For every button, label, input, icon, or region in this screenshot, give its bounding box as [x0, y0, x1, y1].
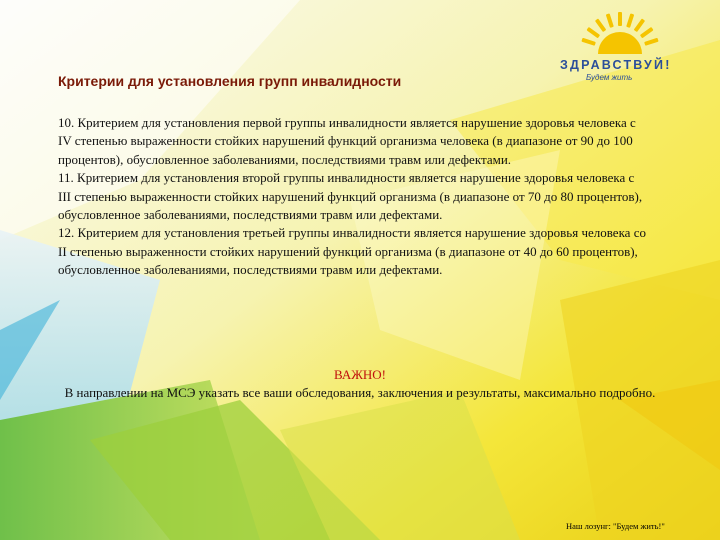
important-heading: ВАЖНО! — [334, 367, 386, 382]
footer-slogan: Наш лозунг: "Будем жить!" — [566, 521, 665, 531]
important-note — [50, 366, 670, 403]
criterion-group-1: 10. Критерием для установления первой группы инвалидности является нарушение здоровья человека с IV степенью выраженности стойких нарушений функций организма человека (в диапазоне от 90 до 100 процентов), обусловленное заболеваниями, последствиями травм или дефектами. — [58, 115, 636, 167]
logo — [548, 10, 698, 88]
logo-tagline: Будем жить — [586, 73, 633, 82]
criteria-text — [58, 114, 648, 280]
important-text: В направлении на МСЭ указать все ваши обследования, заключения и результаты, максимально подробно. — [64, 385, 656, 401]
slide-title: Критерии для установления групп инвалидности — [58, 73, 402, 89]
logo-name: ЗДРАВСТВУЙ! — [560, 58, 672, 72]
criterion-group-3: 12. Критерием для установления третьей группы инвалидности является нарушение здоровья человека со II степенью выраженности стойких нарушений функций организма (в диапазоне от 40 до 60 процентов), обусловленное заболеваниями, последствиями травм или дефектами. — [58, 225, 646, 278]
criterion-group-2: 11. Критерием для установления второй группы инвалидности является нарушение здоровья человека с III степенью выраженности стойких нарушений функций организма (в диапазоне от 70 до 80 процентов), обусловленное заболеваниями, последствиями травм или дефектами. — [58, 170, 643, 223]
sun-logo-icon — [570, 10, 670, 58]
